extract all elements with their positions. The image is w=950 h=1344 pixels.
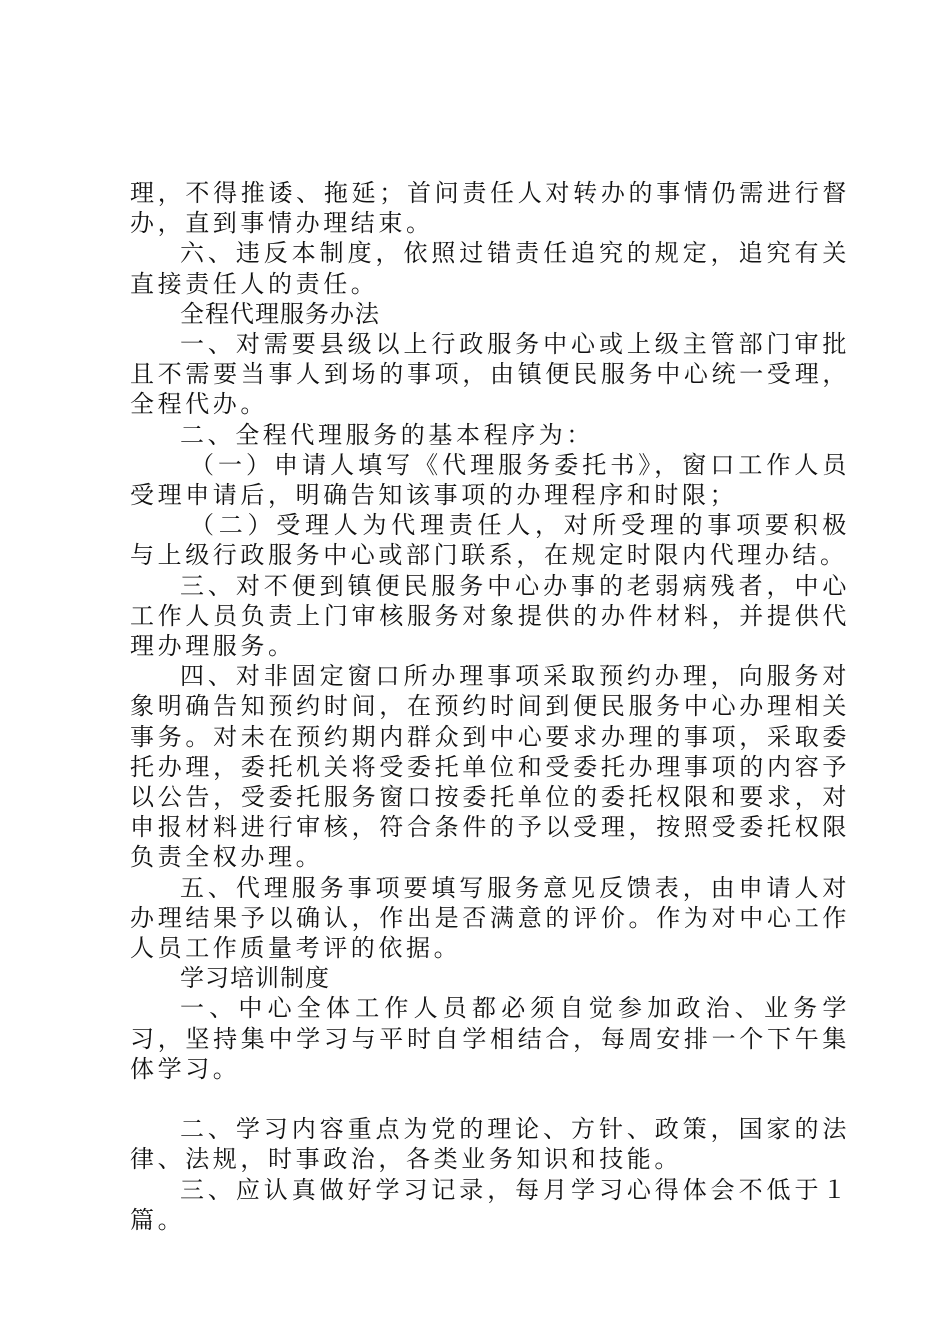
paragraph-training-3: 三、应认真做好学习记录，每月学习心得体会不低于１篇。 — [130, 1175, 850, 1234]
paragraph-proxy-1: 一、对需要县级以上行政服务中心或上级主管部门审批且不需要当事人到场的事项，由镇便民服务中心统一受理，全程代办。 — [130, 330, 850, 419]
paragraph-continuation: 理，不得推诿、拖延；首问责任人对转办的事情仍需进行督办，直到事情办理结束。 — [130, 179, 850, 238]
paragraph-proxy-2-sub-2: （二）受理人为代理责任人，对所受理的事项要积极与上级行政服务中心或部门联系，在规定时限内代理办结。 — [130, 511, 850, 570]
section-heading-proxy-service: 全程代理服务办法 — [180, 299, 380, 328]
paragraph-training-2: 二、学习内容重点为党的理论、方针、政策，国家的法律、法规，时事政治，各类业务知识和技能。 — [130, 1115, 850, 1174]
paragraph-proxy-2-sub-1: （一）申请人填写《代理服务委托书》，窗口工作人员受理申请后，明确告知该事项的办理程序和时限； — [130, 450, 850, 510]
paragraph-proxy-4: 四、对非固定窗口所办理事项采取预约办理，向服务对象明确告知预约时间，在预约时间到便民服务中心办理相关事务。对未在预约期内群众到中心要求办理的事项，采取委托办理，委托机关将受委托单位和受委托办理事项的内容予以公告，受委托服务窗口按委托单位的委托权限和要求，对申报材料进行审核，符合条件的予以受理，按照受委托权限负责全权办理。 — [130, 662, 850, 872]
section-heading-training: 学习培训制度 — [180, 964, 330, 993]
document-page — [130, 178, 850, 1235]
paragraph-proxy-2: 二、全程代理服务的基本程序为： — [180, 420, 594, 449]
paragraph-training-1: 一、中心全体工作人员都必须自觉参加政治、业务学习，坚持集中学习与平时自学相结合，每周安排一个下午集体学习。 — [130, 994, 850, 1083]
blank-line — [130, 1084, 850, 1114]
paragraph-proxy-5: 五、代理服务事项要填写服务意见反馈表，由申请人对办理结果予以确认，作出是否满意的评价。作为对中心工作人员工作质量考评的依据。 — [130, 873, 850, 963]
paragraph-proxy-3: 三、对不便到镇便民服务中心办事的老弱病残者，中心工作人员负责上门审核服务对象提供的办件材料，并提供代理办理服务。 — [130, 571, 850, 661]
paragraph-rule-6: 六、违反本制度，依照过错责任追究的规定，追究有关直接责任人的责任。 — [130, 239, 850, 298]
